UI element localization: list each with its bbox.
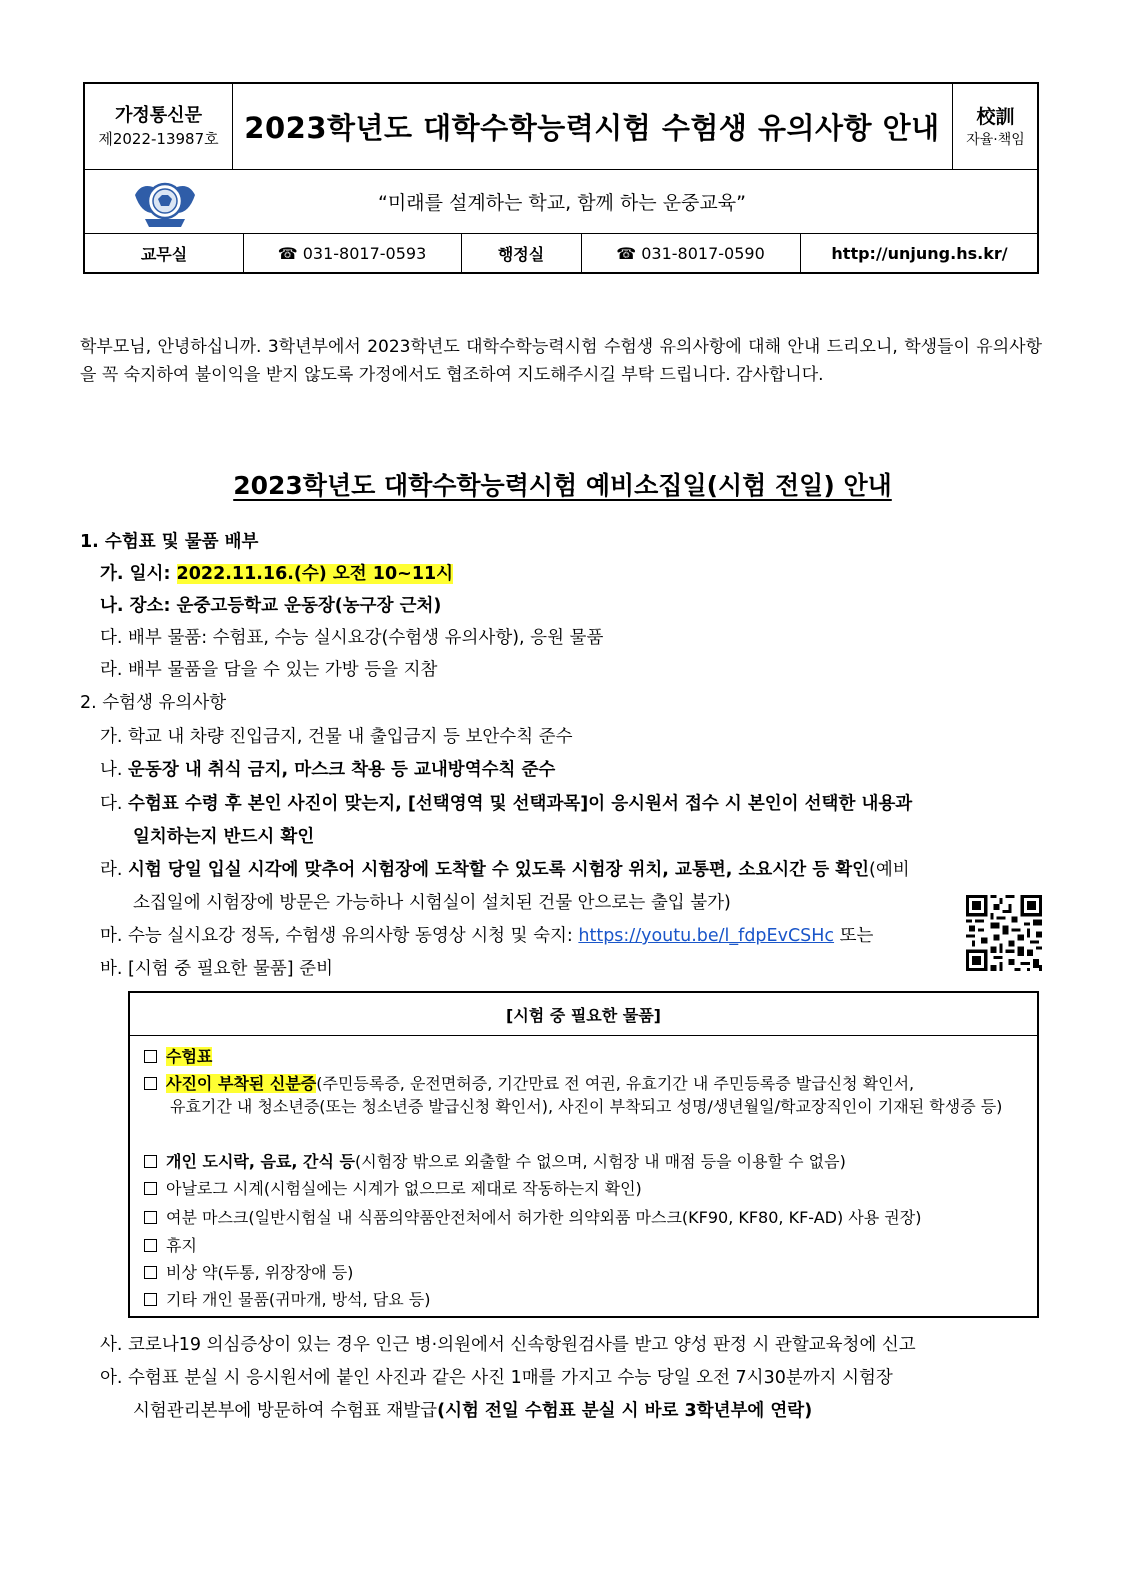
s2-ma-text: 마. 수능 실시요강 정독, 수험생 유의사항 동영상 시청 및 숙지: <box>100 926 579 946</box>
s1-na: 나. 장소: 운중고등학교 운동장(농구장 근처) <box>100 596 442 616</box>
school-website-link[interactable]: http://unjung.hs.kr/ <box>831 244 1008 263</box>
s2-da-cont: 일치하는지 반드시 확인 <box>133 827 315 847</box>
document-title: 2023학년도 대학수학능력시험 수험생 유의사항 안내 <box>244 111 940 145</box>
notice-type: 가정통신문 <box>115 104 202 126</box>
school-logo-icon <box>131 173 199 233</box>
s1-ra: 라. 배부 물품을 담을 수 있는 가방 등을 지참 <box>100 660 438 680</box>
checkbox-icon <box>144 1077 157 1090</box>
motto-label: 校訓 <box>976 105 1015 128</box>
s1-ga-label: 가. 일시: <box>100 564 177 584</box>
s2-ra <box>100 856 910 881</box>
item2-tail: (주민등록증, 운전면허증, 기간만료 전 여권, 유효기간 내 주민등록증 발급신청 확인서, <box>316 1074 915 1093</box>
checkbox-icon <box>144 1266 157 1279</box>
item7-label: 비상 약(두통, 위장장애 등) <box>166 1263 354 1282</box>
slogan-row <box>85 169 1039 233</box>
s2-a-cont-text: 시험관리본부에 방문하여 수험표 재발급 <box>133 1401 438 1421</box>
item4-label: 아날로그 시계(시험실에는 시계가 없으므로 제대로 작동하는지 확인) <box>166 1179 642 1198</box>
item-watch <box>144 1176 642 1199</box>
item5-label: 여분 마스크(일반시험실 내 식품의약품안전처에서 허가한 의약외품 마스크(KF90, KF80, KF-AD) 사용 권장) <box>166 1208 922 1227</box>
section-title <box>0 466 1125 502</box>
motto-value: 자율·책임 <box>966 131 1025 148</box>
checkbox-icon <box>144 1293 157 1306</box>
item-lunch <box>144 1149 846 1172</box>
s2-a: 아. 수험표 분실 시 응시원서에 붙인 사진과 같은 사진 1매를 가지고 수능 당일 오전 7시30분까지 시험장 <box>100 1368 893 1388</box>
header-table <box>83 82 1039 274</box>
s2-ra-prefix: 라. <box>100 860 129 880</box>
s2-sa: 사. 코로나19 의심증상이 있는 경우 인근 병·의원에서 신속항원검사를 받고 양성 판정 시 관할교육청에 신고 <box>100 1335 916 1355</box>
s2-heading: 2. 수험생 유의사항 <box>80 693 227 713</box>
item-tissue <box>144 1233 197 1256</box>
notice-info <box>85 84 232 169</box>
item6-label: 휴지 <box>166 1236 197 1255</box>
office1-phone: ☎ 031-8017-0593 <box>277 244 427 263</box>
s2-da <box>100 790 912 815</box>
qr-code-icon[interactable] <box>966 895 1042 971</box>
school-slogan: “미래를 설계하는 학교, 함께 하는 운중교육” <box>378 191 746 214</box>
motto-cell <box>952 84 1039 169</box>
office2-label: 행정실 <box>497 245 545 264</box>
s2-a-cont <box>133 1397 812 1422</box>
s2-ra-cont: 소집일에 시험장에 방문은 가능하나 시험실이 설치된 건물 안으로는 출입 불가) <box>133 893 731 913</box>
notice-number: 제2022-13987호 <box>98 129 219 148</box>
checkbox-icon <box>144 1239 157 1252</box>
item3-bold: 개인 도시락, 음료, 간식 등 <box>166 1152 355 1171</box>
section-title-text: 2023학년도 대학수학능력시험 예비소집일(시험 전일) 안내 <box>233 471 892 500</box>
item2-bold: 사진이 부착된 신분증 <box>166 1074 317 1093</box>
s1-ga <box>100 560 453 585</box>
s2-ga: 가. 학교 내 차량 진입금지, 건물 내 출입금지 등 보안수칙 준수 <box>100 727 573 747</box>
s2-da-prefix: 다. <box>100 794 129 814</box>
s1-heading: 1. 수험표 및 물품 배부 <box>80 532 259 552</box>
item-personal <box>144 1287 430 1310</box>
office2-phone: ☎ 031-8017-0590 <box>616 244 765 263</box>
item3-tail: (시험장 밖으로 외출할 수 없으며, 시험장 내 매점 등을 이용할 수 없음) <box>355 1152 846 1171</box>
checkbox-icon <box>144 1182 157 1195</box>
required-items-box <box>128 991 1039 1318</box>
s2-ma-tail: 또는 <box>834 926 874 946</box>
s2-ma <box>100 922 873 947</box>
s2-ra-bold: 시험 당일 입실 시각에 맞추어 시험장에 도착할 수 있도록 시험장 위치, 교통편, 소요시간 등 확인 <box>128 860 870 880</box>
s2-na-prefix: 나. <box>100 760 129 780</box>
s2-na <box>100 756 555 781</box>
item2-continuation: 유효기간 내 청소년증(또는 청소년증 발급신청 확인서), 사진이 부착되고 성명/생년월일/학교장직인이 기재된 학생증 등) <box>170 1097 1003 1116</box>
item-mask <box>144 1205 921 1228</box>
item-photo-id <box>144 1071 914 1094</box>
s2-da-bold1: 수험표 수령 후 본인 사진이 맞는지, [선택영역 및 선택과목]이 응시원서 접수 시 본인이 선택한 내용과 <box>128 794 913 814</box>
s1-ga-date: 2022.11.16.(수) 오전 10~11시 <box>176 564 454 584</box>
item8-label: 기타 개인 물품(귀마개, 방석, 담요 등) <box>166 1290 431 1309</box>
item-medicine <box>144 1260 353 1283</box>
document-title-cell <box>232 84 952 169</box>
item-admission-ticket <box>144 1044 212 1067</box>
s1-da: 다. 배부 물품: 수험표, 수능 실시요강(수험생 유의사항), 응원 물품 <box>100 628 604 648</box>
intro-paragraph: 학부모님, 안녕하십니까. 3학년부에서 2023학년도 대학수학능력시험 수험생 유의사항에 대해 안내 드리오니, 학생들이 유의사항을 꼭 숙지하여 불이익을 받지 않도록 가정에서도 협조하여 지도해주시길 부탁 드립니다. 감사합니다. <box>80 337 1042 385</box>
office1-label: 교무실 <box>140 245 188 264</box>
checkbox-icon <box>144 1155 157 1168</box>
s2-ra-tail: (예비 <box>869 860 910 880</box>
checkbox-icon <box>144 1050 157 1063</box>
s2-a-bold: (시험 전일 수험표 분실 시 바로 3학년부에 연락) <box>437 1401 813 1421</box>
s2-ba: 바. [시험 중 필요한 물품] 준비 <box>100 959 333 979</box>
youtube-link[interactable]: https://youtu.be/l_fdpEvCSHc <box>578 926 835 946</box>
checkbox-icon <box>144 1211 157 1224</box>
box-title: [시험 중 필요한 물품] <box>130 993 1037 1036</box>
item1-label: 수험표 <box>166 1047 213 1066</box>
s2-na-bold: 운동장 내 취식 금지, 마스크 착용 등 교내방역수칙 준수 <box>128 760 556 780</box>
